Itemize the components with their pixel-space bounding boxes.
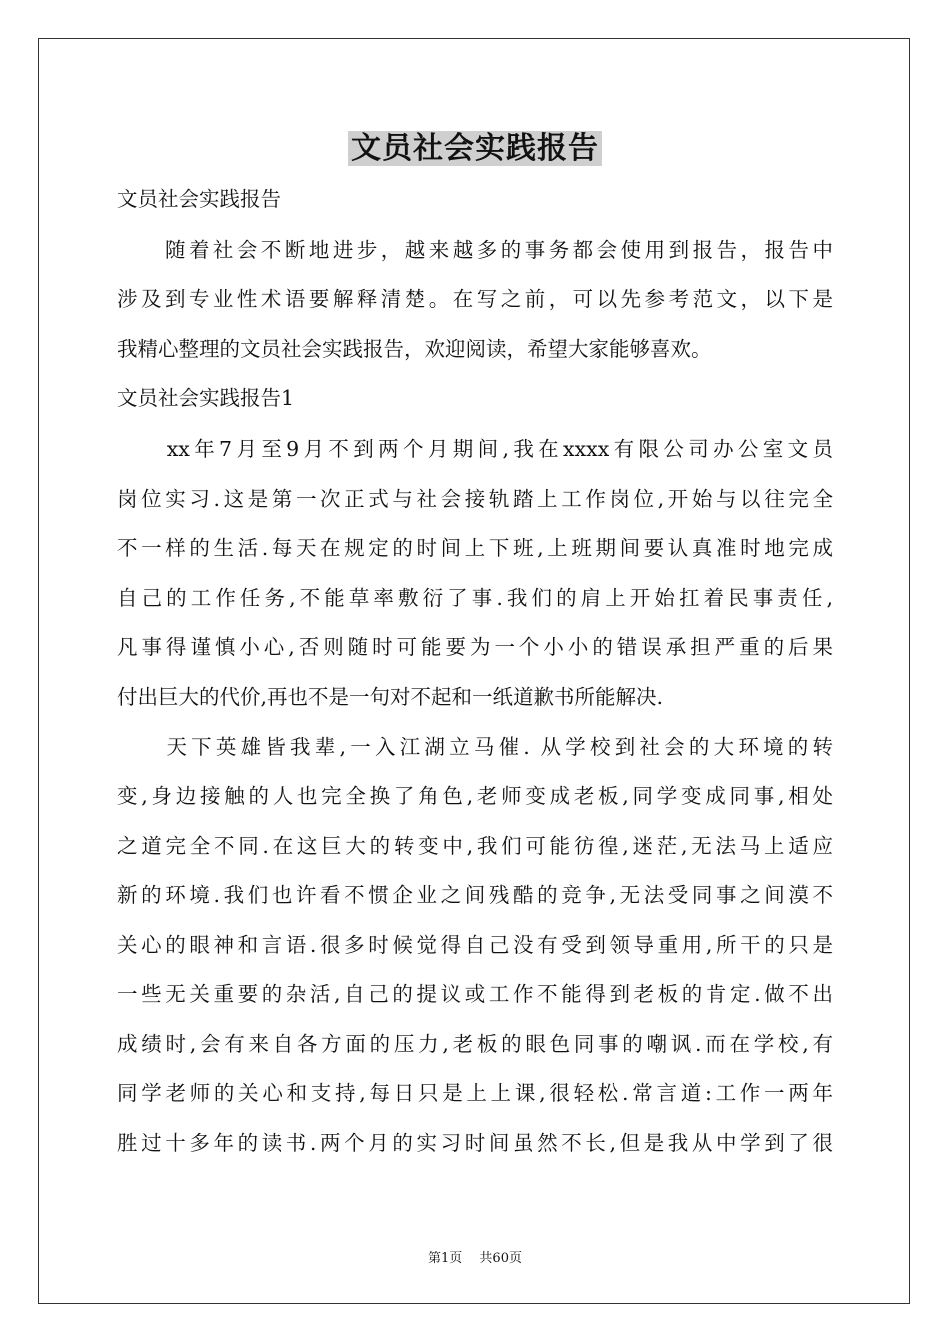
document-title-text: 文员社会实践报告 [348,131,602,166]
paragraph-line: 自己的工作任务,不能草率敷衍了事.我们的肩上开始扛着民事责任, [117,586,833,610]
paragraph-line: xx年7月至9月不到两个月期间,我在xxxx有限公司办公室文员 [117,437,833,461]
paragraph-line: 关心的眼神和言语.很多时候觉得自己没有受到领导重用,所干的只是 [117,933,833,957]
page-footer: 第1页 共60页 [428,1251,522,1266]
paragraph-line: 付出巨大的代价,再也不是一句对不起和一纸道歉书所能解决. [117,685,664,709]
intro-line: 涉及到专业性术语要解释清楚。在写之前，可以先参考范文，以下是 [117,287,833,311]
page-border [38,38,910,1304]
paragraph-line: 胜过十多年的读书.两个月的实习时间虽然不长,但是我从中学到了很 [117,1131,833,1155]
intro-line: 随着社会不断地进步，越来越多的事务都会使用到报告，报告中 [117,238,833,262]
intro-line: 我精心整理的文员社会实践报告，欢迎阅读，希望大家能够喜欢。 [117,337,712,361]
paragraph-line: 新的环境.我们也许看不惯企业之间残酷的竞争,无法受同事之间漠不 [117,883,833,907]
paragraph-line: 之道完全不同.在这巨大的转变中,我们可能彷徨,迷茫,无法马上适应 [117,834,833,858]
paragraph-line: 一些无关重要的杂活,自己的提议或工作不能得到老板的肯定.做不出 [117,982,833,1006]
paragraph-line: 成绩时,会有来自各方面的压力,老板的眼色同事的嘲讽.而在学校,有 [117,1032,833,1056]
paragraph-line: 天下英雄皆我辈,一入江湖立马催. 从学校到社会的大环境的转 [117,735,833,759]
paragraph-line: 凡事得谨慎小心,否则随时可能要为一个小小的错误承担严重的后果 [117,635,833,659]
paragraph-line: 同学老师的关心和支持,每日只是上上课,很轻松.常言道:工作一两年 [117,1081,833,1105]
document-title [0,128,950,170]
document-subtitle: 文员社会实践报告 [117,187,281,211]
section-heading: 文员社会实践报告1 [117,386,295,410]
paragraph-line: 变,身边接触的人也完全换了角色,老师变成老板,同学变成同事,相处 [117,784,833,808]
paragraph-line: 不一样的生活.每天在规定的时间上下班,上班期间要认真准时地完成 [117,536,833,560]
paragraph-line: 岗位实习.这是第一次正式与社会接轨踏上工作岗位,开始与以往完全 [117,487,833,511]
